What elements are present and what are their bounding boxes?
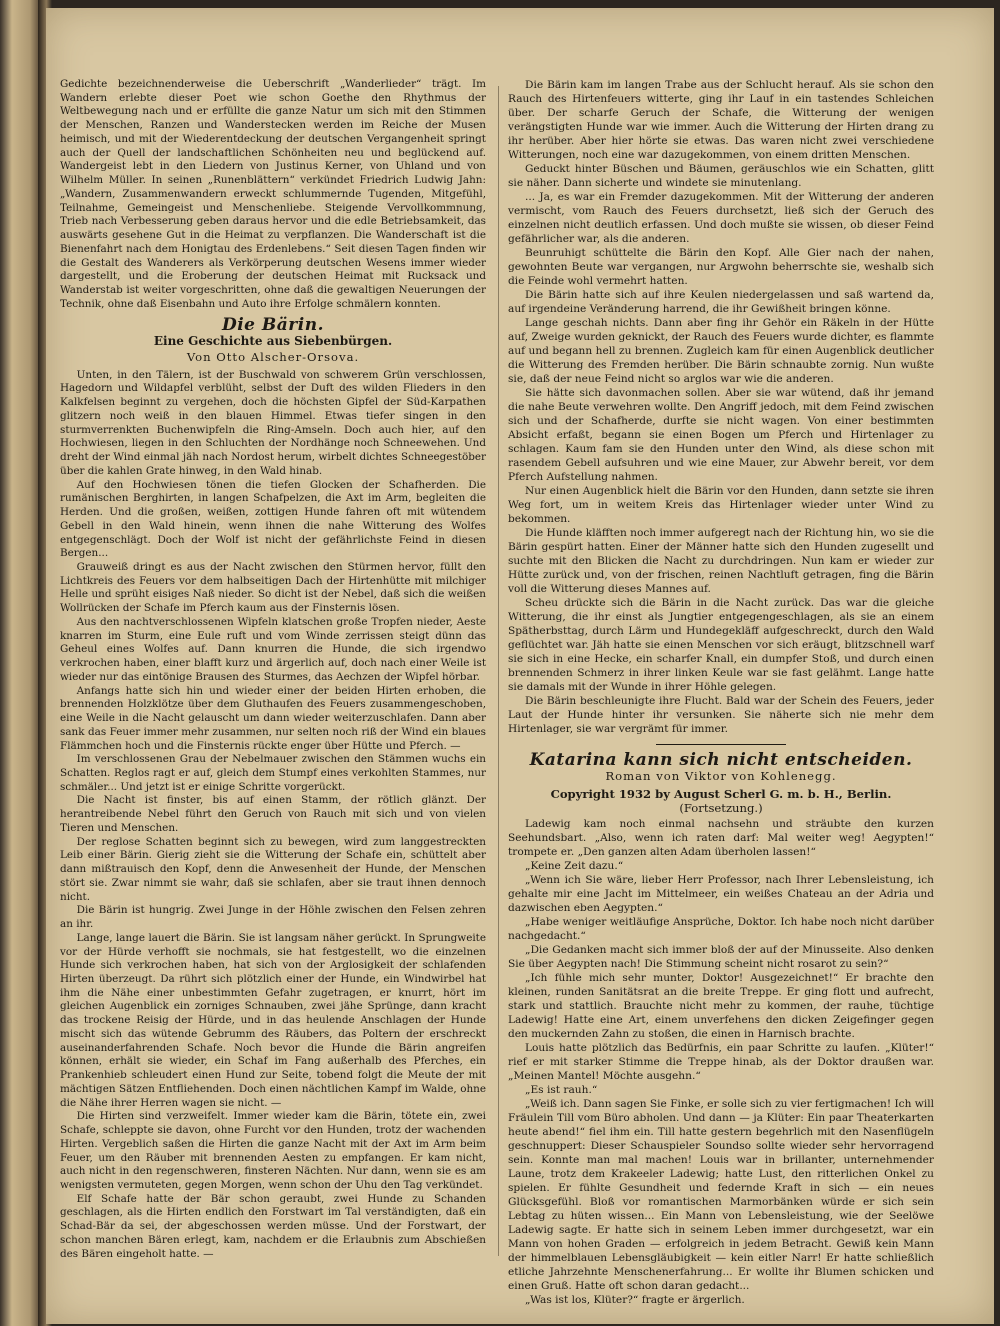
novel-paragraph: „Es ist rauh.“	[524, 1084, 598, 1096]
section-rule	[656, 744, 786, 745]
novel-paragraph: „Wenn ich Sie wäre, lieber Herr Professor, nach Ihrer Lebensleistung, ich gehalte mir eine Jacht im Mittelmeer, ein weißes Chateau an der Adria und dazwischen eben Aegypten.“	[508, 874, 934, 914]
story-paragraph: Die Nacht ist finster, bis auf einen Stamm, der rötlich glänzt. Der herantreibende Nebel führt den Geruch von Rauch mit sich und von vielen Tieren und Menschen.	[60, 794, 486, 834]
story-paragraph: Grauweiß dringt es aus der Nacht zwischen den Stürmen hervor, füllt den Lichtkreis des Feuers vor dem halbseitigen Dach der Hirtenhütte mit milchiger Helle und sprüht eisiges Naß nieder. So dicht ist der Nebel, daß sich die weißen Wollrücken der Schafe im Pferch kaum aus der Finsternis lösen.	[60, 560, 486, 615]
novel-paragraph: „Keine Zeit dazu.“	[524, 860, 624, 872]
novel-paragraph: Ladewig kam noch einmal nachsehn und sträubte den kurzen Seehundsbart. „Also, wenn ich raten darf: Mal weiter weg! Aegypten!“ trompete er. „Den ganzen alten Adam überholen lassen!“	[508, 818, 934, 858]
intro-paragraph: Gedichte bezeichnenderweise die Ueberschrift „Wanderlieder“ trägt. Im Wandern erlebte dieser Poet wie schon Goethe den Rhythmus der Weltbewegung nach und er erfüllte die ganze Natur um sich mit den Stimmen der Menschen, Ranzen und Wanderstecken werden im Reiche der Musen heimisch, und mit der Wiederentdeckung der deutschen Vergangenheit springt auch der Quell der landschaftlichen Schönheiten neu und beglückend auf. Wandergeist lebt in den Liedern von Justinus Kerner, von Uhland und von Wilhelm Müller. In seinen „Runenblättern“ verkündet Friedrich Ludwig Jahn: „Wandern, Zusammenwandern erweckt schlummernde Tugenden, Mitgefühl, Teilnahme, Gemeingeist und Menschenliebe. Steigende Vervollkommnung, Trieb nach Verbesserung geben daraus hervor und die edle Betriebsamkeit, das auswärts gesehene Gut in die Heimat zu verpflanzen. Die Wanderschaft ist die Bienenfahrt nach dem Honigtau des Erdenlebens.“ Seit diesen Tagen finden wir die Gestalt des Wanderers als Verkörperung deutschen Wesens immer wieder dargestellt, und die Eroberung der deutschen Heimat mit Rucksack und Wanderstab ist weiter vorgeschritten, ohne daß die gewaltigen Neuerungen der Technik, ohne daß Eisenbahn und Auto ihre Erfolge schmälern konnten.	[60, 78, 486, 310]
story-paragraph: Die Bärin beschleunigte ihre Flucht. Bald war der Schein des Feuers, jeder Laut der Hunde hinter ihr versunken. Sie näherte sich nie mehr dem Hirtenlager, sie war vergrämt für immer.	[508, 695, 934, 735]
story-paragraph: Die Hunde kläfften noch immer aufgeregt nach der Richtung hin, wo sie die Bärin gespürt hatten. Einer der Männer hatte sich den Hunden zugesellt und suchte mit den Blicken die Nacht zu durchdringen. Nun kam er wieder zur Hütte zurück und, von der frischen, reinen Nachtluft getragen, fing die Bärin voll die Witterung dieses Mannes auf.	[508, 527, 934, 595]
novel-title: Katarina kann sich nicht entscheiden.	[529, 750, 913, 770]
story-paragraph: Geduckt hinter Büschen und Bäumen, geräuschlos wie ein Schatten, glitt sie näher. Dann sicherte und windete sie minutenlang.	[508, 163, 934, 189]
story-paragraph: Die Bärin hatte sich auf ihre Keulen niedergelassen und saß wartend da, auf irgendeine Veränderung harrend, die ihr Gewißheit bringen könne.	[508, 289, 934, 315]
novel-paragraph: „Habe weniger weitläufige Ansprüche, Doktor. Ich habe noch nicht darüber nachgedacht.“	[508, 916, 934, 942]
copyright-line: Copyright 1932 by August Scherl G. m. b. H., Berlin.	[550, 787, 892, 801]
novel-paragraph: „Die Gedanken macht sich immer bloß der auf der Minusseite. Also denken Sie über Aegypten nach! Die Stimmung scheint nicht rosarot zu sein?“	[508, 944, 934, 970]
left-column	[60, 78, 486, 1261]
story-paragraph: Die Bärin kam im langen Trabe aus der Schlucht herauf. Als sie schon den Rauch des Hirtenfeuers witterte, ging ihr Lauf in ein tastendes Schleichen über. Der scharfe Geruch der Schafe, die Witterung der wenigen verängstigten Hunde war wie immer. Auch die Witterung der Hirten drang zu ihr herüber. Aber hier hörte sie etwas. Das waren nicht zwei verschiedene Witterungen, noch eine war dazugekommen, von einem dritten Menschen.	[508, 79, 934, 161]
story-paragraph: Beunruhigt schüttelte die Bärin den Kopf. Alle Gier nach der nahen, gewohnten Beute war vergangen, nur Argwohn beherrschte sie, weshalb sich die Feinde wohl vermehrt hatten.	[508, 247, 934, 287]
story-paragraph: Die Hirten sind verzweifelt. Immer wieder kam die Bärin, tötete ein, zwei Schafe, schleppte sie davon, ohne Furcht vor den Hunden, trotz der wachenden Hirten. Vergeblich saßen die Hirten die ganze Nacht mit der Axt im Arm beim Feuer, um den Räuber mit brennenden Aesten zu empfangen. Er kam nicht, auch nicht in den regenschweren, finsteren Nächten. Nur dann, wenn sie es am wenigsten vermuteten, gegen Morgen, wenn schon der Uhu den Tag verkündet.	[60, 1110, 486, 1192]
story-paragraph: Sie hätte sich davonmachen sollen. Aber sie war wütend, daß ihr jemand die nahe Beute verwehren wollte. Den Angriff jedoch, mit dem Feind zwischen sich und der Schafherde, durfte sie nicht wagen. Von einer bestimmten Absicht erfaßt, begann sie einen Bogen um Pferch und Hirtenlager zu schlagen. Kaum fam sie den Hunden unter den Wind, als diese schon mit rasendem Gebell aufsuhren und wie eine Mauer, zur Abwehr bereit, vor dem Pferch Aufstellung nahmen.	[508, 387, 934, 483]
novel-paragraph: „Weiß ich. Dann sagen Sie Finke, er solle sich zu vier fertigmachen! Ich will Fräulein Till vom Büro abholen. Und dann — ja Klüter: Ein paar Theaterkarten heute abend!“ fiel ihm ein. Till hatte gestern begehrlich mit den Nasenflügeln geschnuppert: Dieser Schauspieler Soundso sollte wieder sehr hervorragend sein. Konnte man mal machen! Louis war in brillanter, unternehmender Laune, trotz dem Krakeeler Ladewig; hatte Lust, den ritterlichen Onkel zu spielen. Er fühlte Gesundheit und federnde Kraft in sich — ein neues Glücksgefühl. Bloß vor romantischen Marmorbänken würde er sich sein Lebtag zu hüten wissen... Ein Mann von Lebensleistung, wie der Seelöwe Ladewig sagte. Er hatte sich in seinem Leben immer durchgesetzt, war ein Mann von hohen Graden — erfolgreich in jedem Betracht. Gewiß kein Mann der himmelblauen Lebensgläubigkeit — kein eitler Narr! Er hatte schließlich etliche Jahrzehnte Menschenerfahrung... Er wollte ihr Blumen schicken und einen Gruß. Hatte oft schon daran gedacht...	[508, 1098, 934, 1292]
story-paragraph: Im verschlossenen Grau der Nebelmauer zwischen den Stämmen wuchs ein Schatten. Reglos ragt er auf, gleich dem Stumpf eines verkohlten Stammes, nur schmäler... Und jetzt ist er einige Schritte vorgerückt.	[60, 753, 486, 793]
story-paragraph: Lange, lange lauert die Bärin. Sie ist langsam näher gerückt. In Sprungweite vor der Hürde verhofft sie nochmals, sie hat festgestellt, wo die einzelnen Hunde sich verkrochen haben, hat sich von der Arglosigkeit der schlafenden Hirten überzeugt. Da rührt sich plötzlich einer der Hunde, ein Windwirbel hat ihm die Nähe einer unbestimmten Gefahr zugetragen, er knurrt, hört im gleichen Augenblick ein zorniges Schnauben, zwei jähe Sprünge, dann kracht das trockene Reisig der Hürde, und in das heulende Anschlagen der Hunde mischt sich das wütende Gebrumm des Räubers, das Poltern der erschreckt auseinanderfahrenden Schafe. Noch bevor die Hunde die Bärin angreifen können, erhält sie wieder, ein Schaf im Fang außerhalb des Pferches, ein Prankenhieb schleudert einen Hund zur Seite, tobend folgt die Meute der mit mächtigen Sätzen Entfliehenden. Doch einen nächtlichen Kampf im Walde, ohne die Nähe ihrer Herren wagen sie nicht. —	[60, 931, 486, 1109]
story-paragraph: ... Ja, es war ein Fremder dazugekommen. Mit der Witterung der anderen vermischt, vom Rauch des Feuers durchsetzt, ließ sich der Geruch des einzelnen nicht deutlich erfassen. Und doch mußte sie wissen, ob dieser Feind gefährlicher war, als die anderen.	[508, 191, 934, 245]
binding-edge	[0, 0, 40, 1326]
story-author: Von Otto Alscher-Orsova.	[186, 349, 360, 364]
story-paragraph: Anfangs hatte sich hin und wieder einer der beiden Hirten erhoben, die brennenden Holzklötze über dem Gluthaufen des Feuers zusammengeschoben, eine Weile in die Nacht gelauscht um dann wieder weiterzuschlafen. Dann aber sank das Feuer immer mehr zusammen, nur selten noch riß der Wind ein blaues Flämmchen hoch und die Finsternis rückte enger über Hütte und Pferch. —	[60, 684, 486, 752]
story-paragraph: Nur einen Augenblick hielt die Bärin vor den Hunden, dann setzte sie ihren Weg fort, um in weitem Kreis das Hirtenlager wieder unter Wind zu bekommen.	[508, 485, 934, 525]
novel-byline: Roman von Viktor von Kohlenegg.	[605, 769, 837, 783]
story-paragraph: Auf den Hochwiesen tönen die tiefen Glocken der Schafherden. Die rumänischen Berghirten, in langen Schafpelzen, die Axt im Arm, begleiten die Herden. Und die großen, weißen, zottigen Hunde fahren oft mit wütendem Gebell in den Wald hinein, wenn ihnen die nahe Witterung des Wolfes entgegenschlägt. Doch der Wolf ist nicht der gefährlichste Feind in diesen Bergen...	[60, 478, 486, 560]
right-column	[508, 78, 934, 1307]
novel-paragraph: „Was ist los, Klüter?“ fragte er ärgerlich.	[524, 1294, 745, 1306]
story-paragraph: Lange geschah nichts. Dann aber fing ihr Gehör ein Räkeln in der Hütte auf, Zweige wurden geknickt, der Rauch des Feuers wurde dichter, es flammte auf und begann hell zu brennen. Zugleich kam für einen Augenblick deutlicher die Witterung des Fremden herüber. Die Bärin schnaubte zornig. Nun wußte sie, daß der neue Feind nicht so arglos war wie die anderen.	[508, 317, 934, 385]
story-paragraph: Der reglose Schatten beginnt sich zu bewegen, wird zum langgestreckten Leib einer Bärin. Gierig zieht sie die Witterung der Schafe ein, schüttelt aber dann mißtrauisch den Kopf, denn die Anwesenheit der Hunde, der Menschen stört sie. Zwar nimmt sie wahr, daß sie schlafen, aber sie traut ihnen dennoch nicht.	[60, 835, 486, 903]
story-paragraph: Unten, in den Tälern, ist der Buschwald von schwerem Grün verschlossen, Hagedorn und Wildapfel verblüht, selbst der Duft des wilden Flieders in den Kalkfelsen beginnt zu vergehen, doch die höchsten Gipfel der Süd-Karpathen glitzern noch weiß in den blauen Himmel. Etwas tiefer singen in den sturmverrenkten Buchenwipfeln die Ring-Amseln. Doch auch hier, auf den Hochwiesen, liegen in den Schluchten der Nordhänge noch Schneewehen. Und dreht der Wind einmal jäh nach Nordost herum, wirbelt dichtes Schneegestöber über die kahlen Grate hinweg, in den Wald hinab.	[60, 368, 486, 477]
novel-paragraph: „Ich fühle mich sehr munter, Doktor! Ausgezeichnet!“ Er brachte den kleinen, runden Sanitätsrat an die breite Treppe. Er ging flott und aufrecht, stark und stattlich. Brauchte nicht mehr zu kommen, der rauhe, tüchtige Ladewig! Hatte eine Art, einem unverfehens den dicken Zeigefinger gegen den muckernden Zahn zu stoßen, die einen in Harnisch brachte.	[508, 972, 934, 1040]
story-subtitle: Eine Geschichte aus Siebenbürgen.	[153, 334, 393, 349]
story-paragraph: Die Bärin ist hungrig. Zwei Junge in der Höhle zwischen den Felsen zehren an ihr.	[60, 904, 486, 931]
story-paragraph: Elf Schafe hatte der Bär schon geraubt, zwei Hunde zu Schanden geschlagen, als die Hirten endlich den Forstwart im Tal verständigten, daß ein Schad-Bär da sei, der abgeschossen werden müsse. Und der Forstwart, der schon manchen Bären erlegt, kam, nachdem er die Erlaubnis zum Abschießen des Bären eingeholt hatte. —	[60, 1192, 486, 1260]
story-paragraph: Scheu drückte sich die Bärin in die Nacht zurück. Das war die gleiche Witterung, die ihr einst als Jungtier entgegengeschlagen, als sie an einem Spätherbsttag, durch Lärm und Hundegekläff aufgeschreckt, durch den Wald geflüchtet war. Jäh hatte sie einen Menschen vor sich eräugt, blitzschnell warf sie sich in eine Hecke, ein scharfer Knall, ein dumpfer Stoß, und durch einen brennenden Schmerz in ihrer linken Keule war sie fast gelähmt. Lange hatte sie damals mit der Wunde in ihrer Höhle gelegen.	[508, 597, 934, 693]
story-title: Die Bärin.	[221, 315, 324, 336]
continuation-note: (Fortsetzung.)	[679, 801, 763, 815]
newspaper-page	[46, 8, 994, 1324]
story-paragraph: Aus den nachtverschlossenen Wipfeln klatschen große Tropfen nieder, Aeste knarren im Sturm, eine Eule ruft und vom Winde zerrissen steigt dünn das Geheul eines Wolfes auf. Dann knurren die Hunde, die sich irgendwo verkrochen haben, einer blafft kurz und ärgerlich auf, doch nach einer Weile ist wieder nur das eintönige Brausen des Sturmes, das Aechzen der Wipfel hörbar.	[60, 615, 486, 683]
column-divider	[498, 86, 499, 1256]
novel-paragraph: Louis hatte plötzlich das Bedürfnis, ein paar Schritte zu laufen. „Klüter!“ rief er mit starker Stimme die Treppe hinab, als der Doktor draußen war. „Meinen Mantel! Möchte ausgehn.“	[508, 1042, 934, 1082]
